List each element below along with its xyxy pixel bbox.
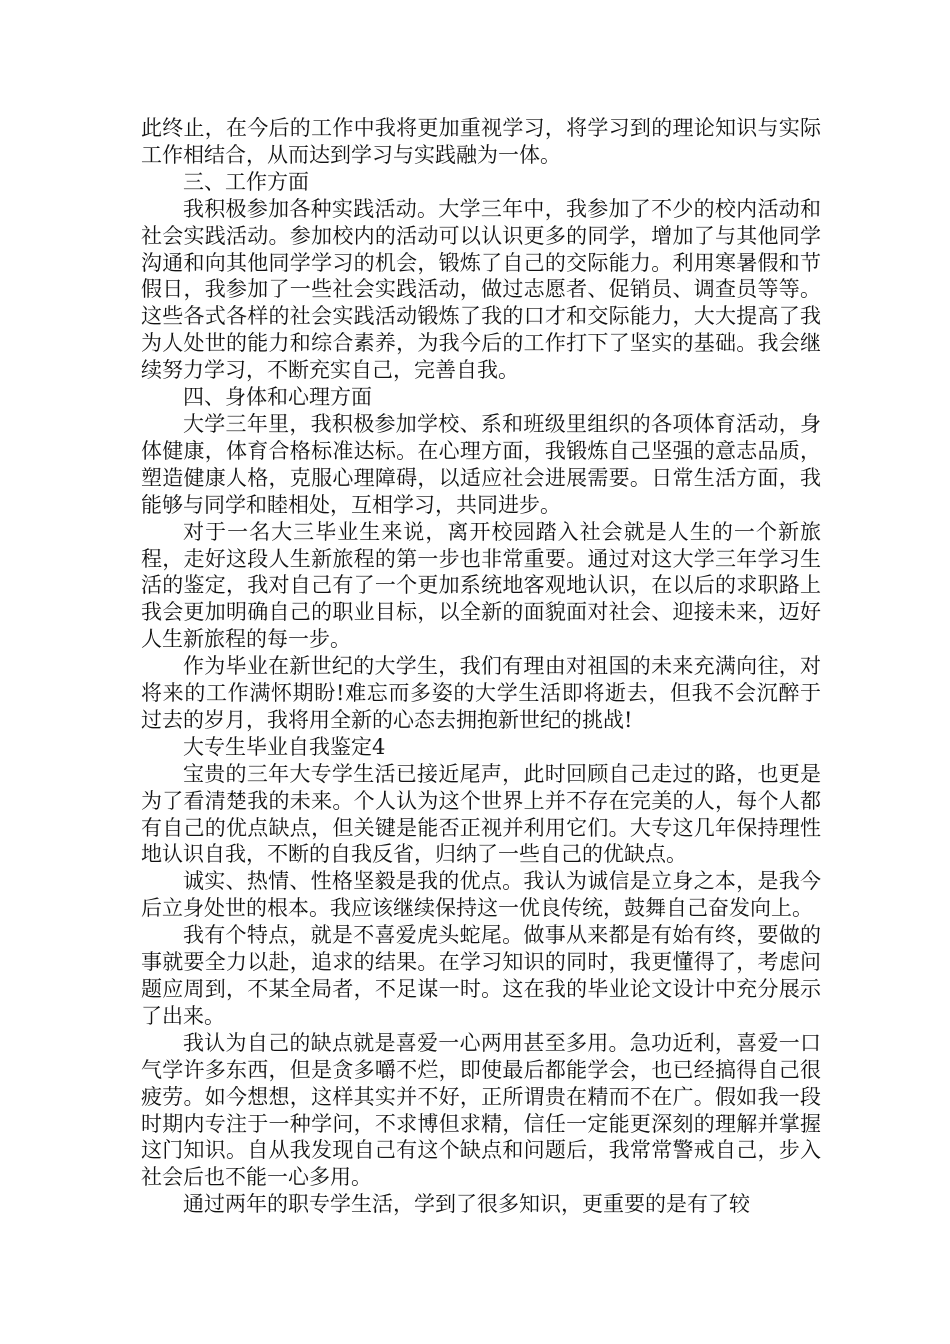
paragraph-traits: 我有个特点，就是不喜爱虎头蛇尾。做事从来都是有始有终，要做的事就要全力以赴，追求的结果。在学习知识的同时，我更懂得了，考虑问题应周到，不某全局者，不足谋一时。这在我的毕业论文设计中充分展示了出来。 (141, 923, 821, 1028)
paragraph-review: 宝贵的三年大专学生活已接近尾声，此时回顾自己走过的路，也更是为了看清楚我的未来。个人认为这个世界上并不存在完美的人，每个人都有自己的优点缺点，但关键是能否正视并利用它们。大专这几年保持理性地认识自我，不断的自我反省，归纳了一些自己的优缺点。 (141, 761, 821, 867)
paragraph-closing: 通过两年的职专学生活，学到了很多知识，更重要的是有了较 (183, 1192, 750, 1217)
paragraph-weaknesses: 我认为自己的缺点就是喜爱一心两用甚至多用。急功近利，喜爱一口气学许多东西，但是贪多嚼不烂，即使最后都能学会，也已经搞得自己很疲劳。如今想想，这样其实并不好，正所谓贵在精而不在广。假如我一段时期内专注于一种学问，不求博但求精，信任一定能更深刻的理解并掌握这门知识。自从我发现自己有这个缺点和问题后，我常常警戒自己，步入社会后也不能一心多用。 (141, 1030, 821, 1190)
paragraph-study-conclusion: 此终止，在今后的工作中我将更加重视学习，将学习到的理论知识与实际工作相结合，从而达到学习与实践融为一体。 (141, 116, 821, 167)
paragraph-strengths: 诚实、热情、性格坚毅是我的优点。我认为诚信是立身之本，是我今后立身处世的根本。我应该继续保持这一优良传统，鼓舞自己奋发向上。 (141, 869, 821, 921)
section-heading-work: 三、工作方面 (183, 169, 309, 194)
paragraph-new-journey: 对于一名大三毕业生来说，离开校园踏入社会就是人生的一个新旅程，走好这段人生新旅程的第一步也非常重要。通过对这大学三年学习生活的鉴定，我对自己有了一个更加系统地客观地认识，在以后的求职路上我会更加明确自己的职业目标，以全新的面貌面对社会、迎接未来，迈好人生新旅程的每一步。 (141, 519, 821, 652)
document-page (141, 115, 821, 1218)
paragraph-body-mind: 大学三年里，我积极参加学校、系和班级里组织的各项体育活动，身体健康，体育合格标准达标。在心理方面，我锻炼自己坚强的意志品质，塑造健康人格，克服心理障碍，以适应社会进展需要。日常生活方面，我能够与同学和睦相处，互相学习，共同进步。 (141, 411, 821, 517)
section-heading-body-mind: 四、身体和心理方面 (183, 385, 372, 410)
paragraph-new-century: 作为毕业在新世纪的大学生，我们有理由对祖国的未来充满向往，对将来的工作满怀期盼!难忘而多姿的大学生活即将逝去，但我不会沉醉于过去的岁月，我将用全新的心态去拥抱新世纪的挑战! (141, 654, 821, 732)
paragraph-work: 我积极参加各种实践活动。大学三年中，我参加了不少的校内活动和社会实践活动。参加校内的活动可以认识更多的同学，增加了与其他同学沟通和向其他同学学习的机会，锻炼了自己的交际能力。利用寒暑假和节假日，我参加了一些社会实践活动，做过志愿者、促销员、调查员等等。这些各式各样的社会实践活动锻炼了我的口才和交际能力，大大提高了我为人处世的能力和综合素养，为我今后的工作打下了坚实的基础。我会继续努力学习，不断充实自己，完善自我。 (141, 196, 821, 383)
section-heading-appraisal-4: 大专生毕业自我鉴定4 (183, 734, 386, 759)
